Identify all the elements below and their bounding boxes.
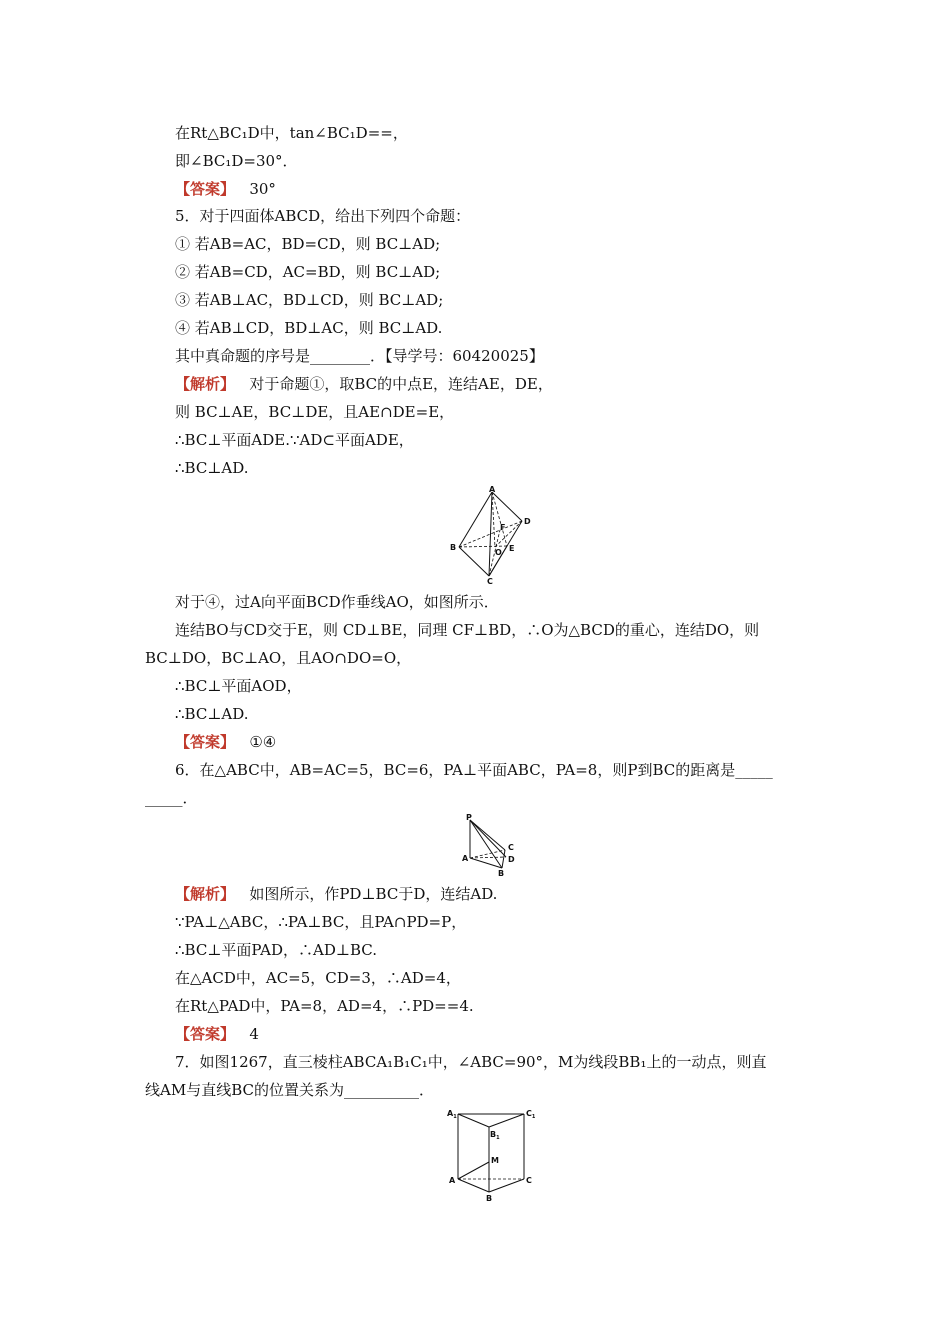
label-O: O bbox=[495, 548, 502, 557]
text-line: 连结BO与CD交于E，则 CD⊥BE，同理 CF⊥BD，∴O为△BCD的重心，连结DO，则 bbox=[175, 621, 760, 639]
label-C: C bbox=[508, 843, 514, 852]
label-C1: $C_1$ bbox=[526, 1109, 536, 1120]
text-line: ∴BC⊥AD. bbox=[175, 705, 249, 723]
proposition-1: ① 若AB=AC，BD=CD，则 BC⊥AD; bbox=[175, 235, 441, 253]
question-5-prompt: 其中真命题的序号是________．【导学号：60420025】 bbox=[175, 347, 544, 365]
answer-line bbox=[175, 1024, 259, 1044]
analysis-text: 如图所示，作PD⊥BC于D，连结AD. bbox=[249, 885, 498, 903]
text-line: 线AM与直线BC的位置关系为__________． bbox=[145, 1081, 434, 1099]
text-line: ∴BC⊥平面PAD，∴AD⊥BC. bbox=[175, 941, 377, 959]
label-E: E bbox=[509, 544, 515, 553]
tetrahedron-figure bbox=[445, 484, 535, 584]
text-line: ∴BC⊥平面AOD， bbox=[175, 677, 302, 695]
label-B: B bbox=[450, 543, 457, 552]
label-M: M bbox=[491, 1156, 499, 1165]
label-A: A bbox=[489, 485, 496, 494]
analysis-tag: 【解析】 bbox=[175, 375, 236, 393]
label-A1: $A_1$ bbox=[447, 1109, 457, 1120]
answer-line bbox=[175, 179, 276, 199]
text-line: 在Rt△BC₁D中，tan∠BC₁D==， bbox=[175, 124, 408, 142]
question-6-stem: 6．在△ABC中，AB=AC=5，BC=6，PA⊥平面ABC，PA=8，则P到BC的距离是_____ bbox=[175, 761, 773, 779]
question-7-stem: 7．如图1267，直三棱柱ABCA₁B₁C₁中，∠ABC=90°，M为线段BB₁上的一动点，则直 bbox=[175, 1053, 767, 1071]
label-C: C bbox=[487, 577, 493, 584]
label-D: D bbox=[508, 855, 515, 864]
text-line: ∵PA⊥△ABC，∴PA⊥BC，且PA∩PD=P， bbox=[175, 913, 467, 931]
label-D: D bbox=[524, 517, 531, 526]
label-B: B bbox=[498, 869, 505, 878]
prism-figure bbox=[444, 1104, 540, 1204]
pyramid-figure bbox=[460, 812, 522, 878]
text-line: 则 BC⊥AE，BC⊥DE，且AE∩DE=E， bbox=[175, 403, 455, 421]
answer-tag: 【答案】 bbox=[175, 733, 236, 751]
answer-value: 30° bbox=[249, 180, 276, 198]
question-5-stem: 5．对于四面体ABCD，给出下列四个命题： bbox=[175, 207, 471, 225]
answer-value: ①④ bbox=[249, 733, 277, 751]
text-line: 在△ACD中，AC=5，CD=3，∴AD=4， bbox=[175, 969, 461, 987]
analysis-tag: 【解析】 bbox=[175, 885, 236, 903]
analysis-line bbox=[175, 884, 497, 904]
text-line: 对于④，过A向平面BCD作垂线AO，如图所示． bbox=[175, 593, 499, 611]
text-line: 在Rt△PAD中，PA=8，AD=4，∴PD==4. bbox=[175, 997, 474, 1015]
answer-tag: 【答案】 bbox=[175, 180, 236, 198]
label-B1: $B_1$ bbox=[490, 1130, 500, 1141]
analysis-line bbox=[175, 374, 553, 394]
label-B: B bbox=[486, 1194, 493, 1203]
label-C: C bbox=[526, 1176, 532, 1185]
analysis-text: 对于命题①，取BC的中点E，连结AE，DE， bbox=[249, 375, 553, 393]
text-line: ∴BC⊥平面ADE.∵AD⊂平面ADE， bbox=[175, 431, 414, 449]
text-line: 即∠BC₁D=30°． bbox=[175, 152, 298, 170]
text-line: BC⊥DO，BC⊥AO，且AO∩DO=O， bbox=[145, 649, 412, 667]
text-line: _____． bbox=[145, 789, 198, 807]
proposition-2: ② 若AB=CD，AC=BD，则 BC⊥AD; bbox=[175, 263, 441, 281]
text-line: ∴BC⊥AD. bbox=[175, 459, 249, 477]
answer-value: 4 bbox=[249, 1025, 259, 1043]
label-P: P bbox=[466, 813, 472, 822]
label-F: F bbox=[500, 523, 506, 532]
label-A: A bbox=[462, 854, 469, 863]
label-A: A bbox=[449, 1176, 456, 1185]
answer-tag: 【答案】 bbox=[175, 1025, 236, 1043]
answer-line bbox=[175, 732, 276, 752]
proposition-4: ④ 若AB⊥CD，BD⊥AC，则 BC⊥AD. bbox=[175, 319, 443, 337]
proposition-3: ③ 若AB⊥AC，BD⊥CD，则 BC⊥AD; bbox=[175, 291, 444, 309]
